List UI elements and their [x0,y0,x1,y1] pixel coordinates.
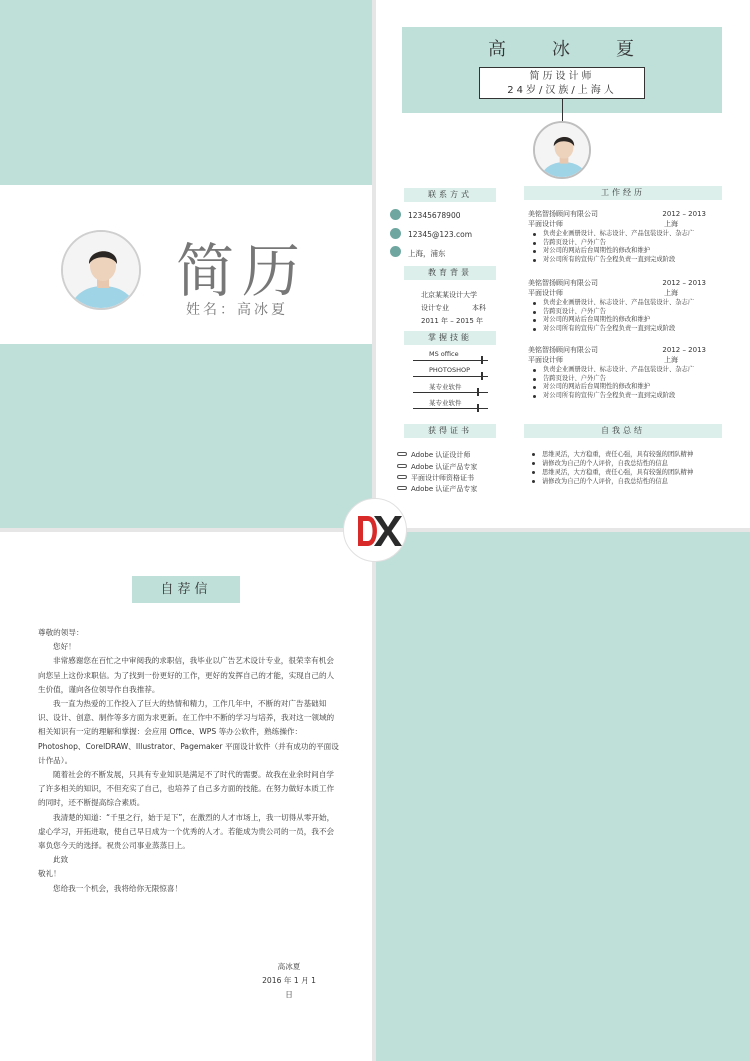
job-period: 2012 – 2013 [662,210,706,218]
section-contact: 联系方式 [404,188,496,202]
job-duty: 对公司的网站后台周期性的修改和维护 [533,383,706,392]
job-duty: 对公司所有的宣传广告全程负责一直到完成阶段 [533,392,706,401]
back-page [376,532,750,1061]
summary-item: 思维灵活，大方稳重，责任心强，具有较强的团队精神 [528,468,706,477]
job-company: 美铭智扬顾问有限公司 [528,279,598,287]
name-char: 冰 [552,39,570,60]
job-city: 上海 [664,356,678,364]
cover-bottom-band [0,344,372,528]
letter-page [0,532,372,1061]
skill-knob [481,372,483,380]
job-duty: 负责企业画册设计、标志设计、产品包装设计、杂志广 [533,366,706,375]
job-entry [528,346,706,400]
section-education: 教育背景 [404,266,496,280]
letter-paragraph: 我一直为热爱的工作投入了巨大的热情和精力，工作几年中，不断的对广告基础知识、设计、创意、制作等多方面为求更新。在工作中不断的学习与培养，我对这一领域的相关知识有一定的理解和掌握：会应用 Office、WPS 等办公软件，熟练操作：Photoshop、CorelDRAW、Illustrator、Pagemaker 平面设计软件（并有成功的平面设计作品）。 [38,699,339,765]
cover-page [0,0,372,528]
job-duty: 负责企业画册设计、标志设计、产品包装设计、杂志广 [533,299,706,308]
letter-paragraph: 我清楚的知道：“千里之行，始于足下”，在激烈的人才市场上，我一切得从零开始，虚心学习，开拓进取，使自己早日成为一个优秀的人才。若能成为贵公司的一员，我不会辜负您今天的选择。祝贵公司事业蒸蒸日上。 [38,812,335,851]
edu-period: 2011 年 – 2015 年 [421,317,484,325]
name-char: 夏 [616,39,634,60]
job-duty: 负责企业画册设计、标志设计、产品包装设计、杂志广 [533,230,706,239]
cert-icon [397,452,407,456]
job-title: 平面设计师 [528,220,563,228]
cover-avatar [61,230,141,310]
summary-item: 请修改为自己的个人评价，自我总结性的信息 [528,459,706,468]
name-char: 高 [488,39,506,60]
cert-item: Adobe 认证产品专家 [411,484,477,494]
cover-top-band [0,0,372,185]
skill-knob [481,356,483,364]
edu-major: 设计专业 [421,304,449,312]
job-duty: 对公司的网站后台周期性的修改和维护 [533,316,706,325]
cert-item: Adobe 认证设计师 [411,450,470,460]
letter-closing: 您给我一个机会，我将给你无限惊喜！ [53,883,183,893]
role-box [479,67,645,99]
skill-name: PHOTOSHOP [429,366,471,374]
job-title: 平面设计师 [528,289,563,297]
signature-date: 2016 年 1 月 1 日 [262,976,316,999]
resume-page [376,0,750,528]
skill-bar [413,360,488,361]
job-title: 平面设计师 [528,356,563,364]
mail-icon [390,228,401,239]
contact-phone: 12345678900 [408,211,461,220]
section-certs: 获得证书 [404,424,496,438]
letter-body [38,626,340,896]
summary-item: 请修改为自己的个人评价，自我总结性的信息 [528,477,706,486]
job-city: 上海 [664,220,678,228]
summary-list [528,450,706,486]
resume-avatar [533,121,591,179]
letter-closing: 此致 [53,855,69,865]
job-duty-cont: 告跨页设计、户外广告 [533,239,706,248]
cert-icon [397,486,407,490]
letter-signature [258,960,320,1002]
location-icon [390,246,401,257]
skill-knob [477,404,479,412]
job-duty-cont: 告跨页设计、户外广告 [533,375,706,384]
brand-logo [343,498,407,562]
skill-knob [477,388,479,396]
role-text: 简历设计师 [529,71,595,82]
letter-greeting: 尊敬的领导： [38,628,84,637]
cert-icon [397,464,407,468]
section-experience: 工作经历 [524,186,722,200]
contact-location: 上海，浦东 [408,248,446,259]
cover-title: 简历 [176,237,309,305]
skill-name: MS office [429,350,459,358]
section-skills: 掌握技能 [404,331,496,345]
section-summary: 自我总结 [524,424,722,438]
skill-name: 某专业软件 [429,383,462,391]
job-duty: 对公司所有的宣传广告全程负责一直到完成阶段 [533,256,706,265]
cert-item: Adobe 认证产品专家 [411,462,477,472]
connector-line [562,99,563,123]
summary-item: 思维灵活，大方稳重，责任心强，具有较强的团队精神 [528,450,706,459]
job-entry [528,210,706,264]
edu-school: 北京某某设计大学 [421,291,477,299]
skill-bar [413,376,488,377]
info-text: 24岁/汉族/上海人 [507,85,617,96]
signer-name: 高冰夏 [277,962,301,971]
cert-icon [397,475,407,479]
job-entry [528,279,706,333]
job-period: 2012 – 2013 [662,346,706,354]
job-company: 美铭智扬顾问有限公司 [528,346,598,354]
job-duty: 对公司的网站后台周期性的修改和维护 [533,247,706,256]
letter-title: 自荐信 [132,576,240,603]
job-period: 2012 – 2013 [662,279,706,287]
job-company: 美铭智扬顾问有限公司 [528,210,598,218]
phone-icon [390,209,401,220]
letter-paragraph: 随着社会的不断发展，只具有专业知识是满足不了时代的需要。故我在业余时间自学了许多相关的知识，不但充实了自己，也培养了自己多方面的技能。在努力做好本质工作的同时，还不断提高综合素质。 [38,770,335,808]
cover-name: 姓名：高冰夏 [186,302,288,318]
job-city: 上海 [664,289,678,297]
edu-degree: 本科 [472,304,486,312]
job-duty: 对公司所有的宣传广告全程负责一直到完成阶段 [533,325,706,334]
cert-item: 平面设计师资格证书 [411,473,474,483]
skill-name: 某专业软件 [429,399,462,407]
letter-paragraph: 非常感谢您在百忙之中审阅我的求职信，我毕业以广告艺术设计专业，很荣幸有机会向您呈上这份求职信。为了找到一份更好的工作，更好的发挥自己的才能，实现自己的人生价值，谨向各位领导作自我推荐。 [38,656,335,694]
job-duty-cont: 告跨页设计、户外广告 [533,308,706,317]
letter-hello: 您好！ [53,642,76,652]
contact-email: 12345@123.com [408,230,472,239]
letter-closing: 敬礼！ [38,869,61,879]
